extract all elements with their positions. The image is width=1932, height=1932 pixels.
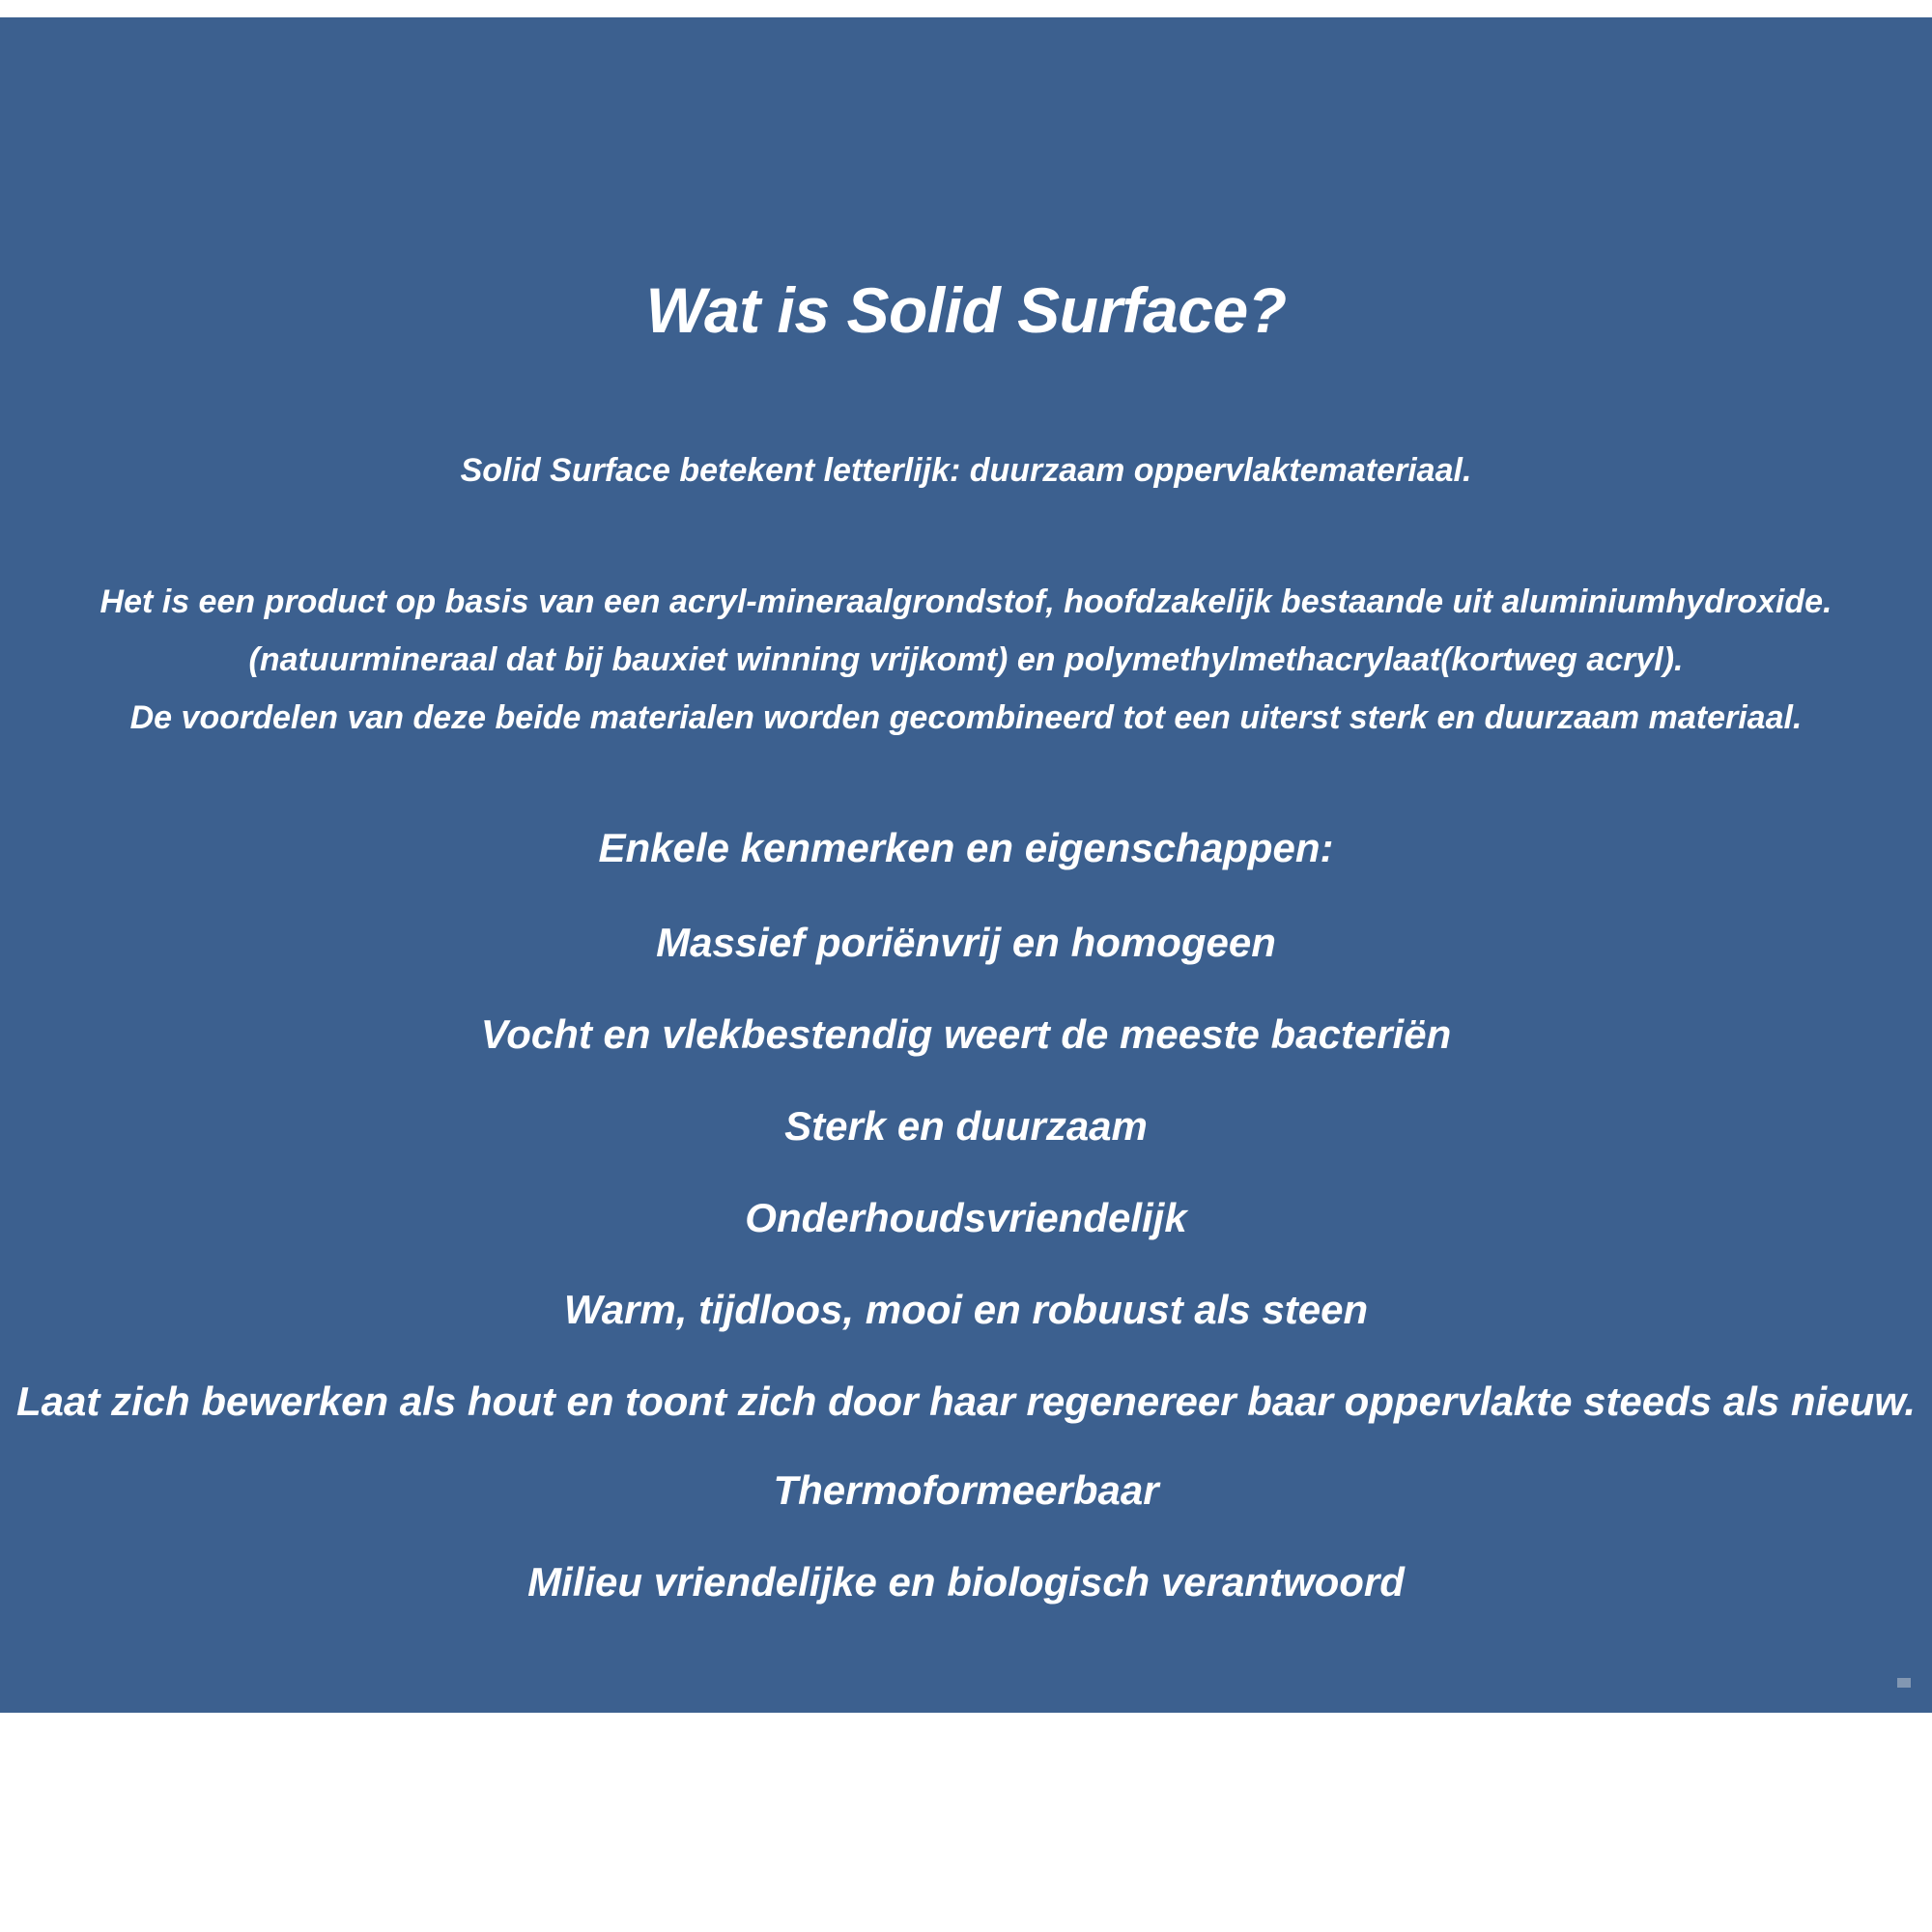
description-paragraph <box>19 573 1913 747</box>
features-heading: Enkele kenmerken en eigenschappen: <box>598 825 1334 870</box>
list-item: Sterk en duurzaam <box>784 1103 1148 1149</box>
description-line-2: (natuurmineraal dat bij bauxiet winning vrijkomt) en polymethylmethacrylaat(kortweg acryl). <box>248 641 1684 678</box>
slide-canvas <box>0 17 1932 1713</box>
list-item: Warm, tijdloos, mooi en robuust als steen <box>563 1287 1369 1332</box>
corner-marker <box>1897 1678 1911 1688</box>
slide-content <box>0 17 1932 1713</box>
list-item: Onderhoudsvriendelijk <box>745 1195 1187 1240</box>
list-item: Thermoformeerbaar <box>773 1467 1159 1513</box>
lead-text: Solid Surface betekent letterlijk: duurzaam oppervlaktemateriaal. <box>460 452 1472 489</box>
list-item: Vocht en vlekbestendig weert de meeste bacteriën <box>480 1011 1452 1057</box>
list-item: Milieu vriendelijke en biologisch verantwoord <box>527 1559 1405 1605</box>
list-item: Laat zich bewerken als hout en toont zich door haar regenereer baar oppervlakte steeds als nieuw. <box>15 1378 1917 1424</box>
list-item: Massief poriënvrij en homogeen <box>656 920 1276 965</box>
page-title: Wat is Solid Surface? <box>645 274 1287 346</box>
description-line-1: Het is een product op basis van een acryl-mineraalgrondstof, hoofdzakelijk bestaande uit aluminiumhydroxide. <box>99 583 1833 620</box>
features-list <box>10 800 1922 1628</box>
description-line-3: De voordelen van deze beide materialen worden gecombineerd tot een uiterst sterk en duurzaam materiaal. <box>129 699 1803 736</box>
